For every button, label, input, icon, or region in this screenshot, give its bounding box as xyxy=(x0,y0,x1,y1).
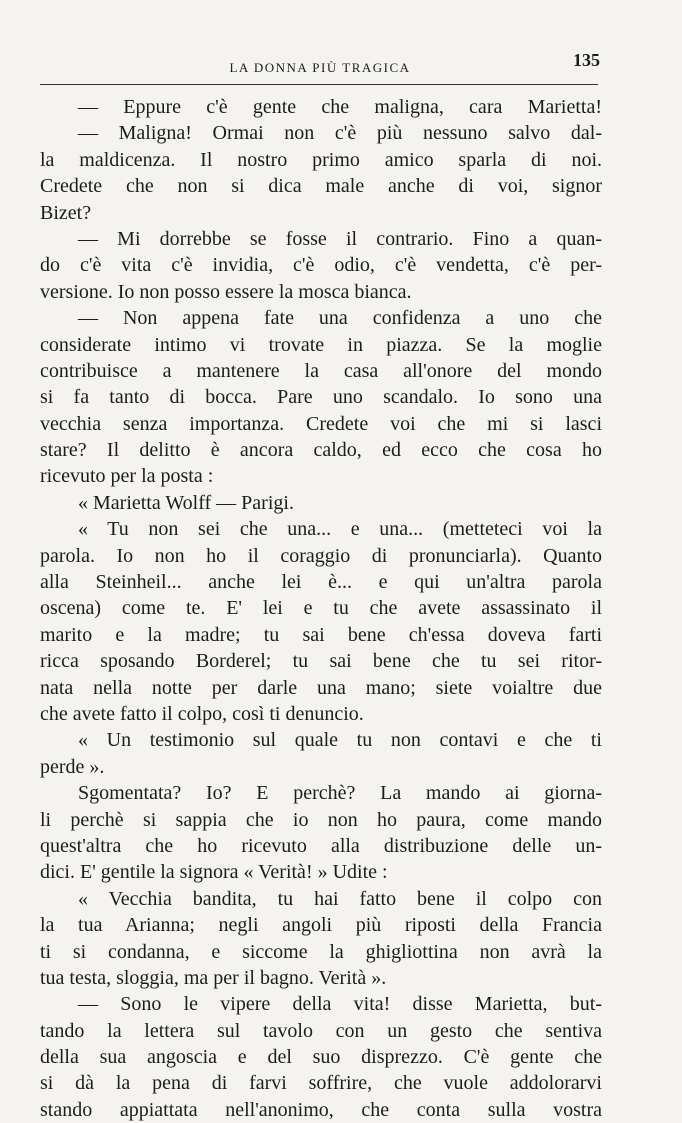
text-line: « Marietta Wolff — Parigi. xyxy=(78,491,294,514)
text-line: vecchia senza importanza. Credete voi che mi si lasci xyxy=(40,412,602,435)
text-line: marito e la madre; tu sai bene ch'essa doveva farti xyxy=(40,623,602,646)
text-line: parola. Io non ho il coraggio di pronunciarla). Quanto xyxy=(40,544,602,567)
text-line: la tua Arianna; negli angoli più riposti della Francia xyxy=(40,914,602,937)
text-line: contribuisce a mantenere la casa all'onore del mondo xyxy=(40,359,602,382)
text-line: — Maligna! Ormai non c'è più nessuno salvo dal- xyxy=(78,122,602,145)
text-line: — Non appena fate una confidenza a uno che xyxy=(78,307,602,330)
text-line: perde ». xyxy=(40,755,105,778)
text-line: stare? Il delitto è ancora caldo, ed ecco che cosa ho xyxy=(40,439,602,462)
text-line: stando appiattata nell'anonimo, che conta sulla vostra xyxy=(40,1098,602,1121)
text-line: versione. Io non posso essere la mosca bianca. xyxy=(40,280,412,303)
text-line: Sgomentata? Io? E perchè? La mando ai giorna- xyxy=(78,782,602,805)
text-line: do c'è vita c'è invidia, c'è odio, c'è vendetta, c'è per- xyxy=(40,254,602,277)
text-line: — Eppure c'è gente che maligna, cara Marietta! xyxy=(78,96,602,118)
running-title: LA DONNA PIÙ TRAGICA xyxy=(229,60,411,75)
text-line: oscena) come te. E' lei e tu che avete assassinato il xyxy=(40,597,602,620)
text-line: dici. E' gentile la signora « Verità! » Udite : xyxy=(40,861,388,884)
text-line: si dà la pena di farvi soffrire, che vuole addolorarvi xyxy=(40,1072,602,1095)
text-line: li perchè si sappia che io non ho paura, come mando xyxy=(40,808,602,831)
text-line: ricca sposando Borderel; tu sai bene che tu sei ritor- xyxy=(40,650,602,673)
text-line: « Vecchia bandita, tu hai fatto bene il colpo con xyxy=(78,887,602,910)
text-line: « Tu non sei che una... e una... (metteteci voi la xyxy=(78,518,602,541)
text-line: si fa tanto di bocca. Pare uno scandalo. Io sono una xyxy=(40,386,602,409)
text-line: nata nella notte per darle una mano; siete voialtre due xyxy=(40,676,602,699)
text-line: la maldicenza. Il nostro primo amico sparla di noi. xyxy=(40,148,602,171)
text-line: tando la lettera sul tavolo con un gesto che sentiva xyxy=(40,1019,602,1042)
text-line: Credete che non si dica male anche di voi, signor xyxy=(40,175,602,198)
text-line: — Mi dorrebbe se fosse il contrario. Fino a quan- xyxy=(78,227,602,250)
text-line: tua testa, sloggia, ma per il bagno. Verità ». xyxy=(40,966,387,989)
text-line: Bizet? xyxy=(40,201,92,224)
text-line: della sua angoscia e del suo disprezzo. C'è gente che xyxy=(40,1046,602,1069)
text-line: — Sono le vipere della vita! disse Marietta, but- xyxy=(78,993,602,1016)
page-header xyxy=(40,50,600,80)
text-line: « Un testimonio sul quale tu non contavi e che ti xyxy=(78,729,602,752)
header-rule xyxy=(40,84,598,85)
text-line: ricevuto per la posta : xyxy=(40,465,214,488)
page-number: 135 xyxy=(573,50,600,70)
text-line: ti si condanna, e siccome la ghigliottina non avrà la xyxy=(40,940,602,963)
text-line: che avete fatto il colpo, così ti denuncio. xyxy=(40,702,364,725)
text-line: alla Steinheil... anche lei è... e qui un'altra parola xyxy=(40,571,602,594)
body-text xyxy=(40,94,602,1123)
text-line: considerate intimo vi trovate in piazza. Se la moglie xyxy=(40,333,602,356)
text-line: quest'altra che ho ricevuto alla distribuzione delle un- xyxy=(40,834,602,857)
